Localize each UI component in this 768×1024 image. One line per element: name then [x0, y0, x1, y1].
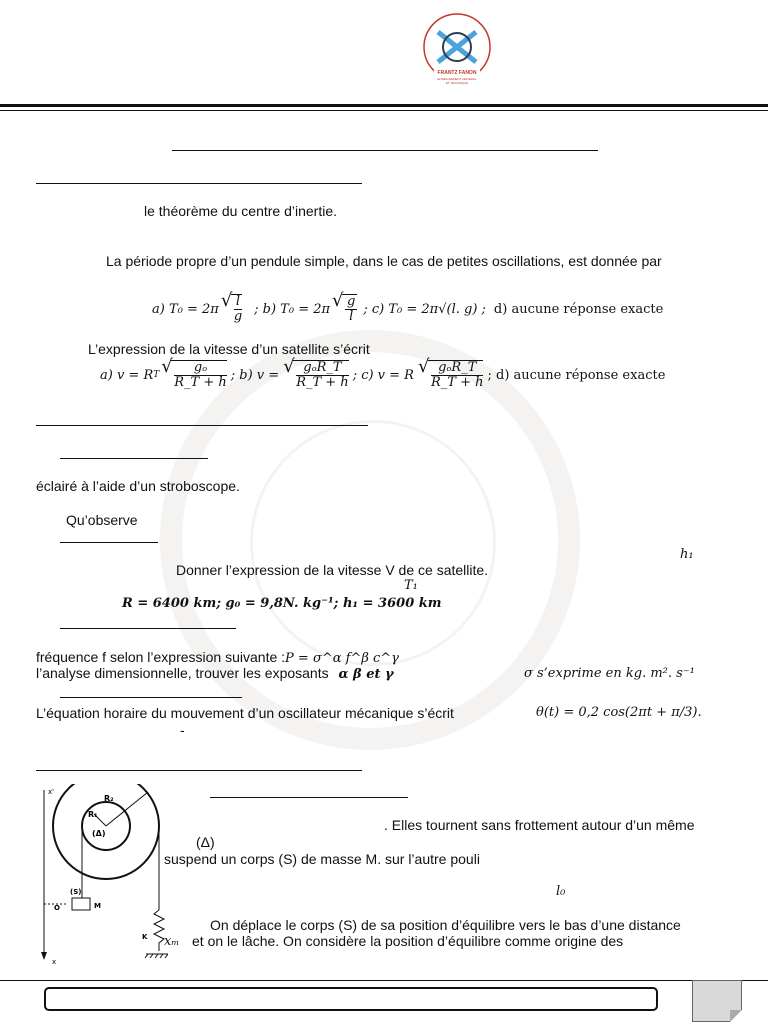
- analysis-text: [36, 665, 394, 682]
- title-blank-line: [172, 150, 598, 151]
- sat-sqrt-b: [293, 360, 349, 390]
- sat-option-b: ; b) v =: [230, 367, 280, 383]
- frac-b-den: l: [349, 309, 354, 324]
- subheading-line-5: [210, 797, 408, 798]
- sqrt-a: [231, 294, 242, 324]
- option-d: d) aucune réponse exacte: [493, 301, 664, 317]
- watermark-inner-ring: [250, 420, 496, 666]
- logo-name: FRANTZ FANON: [437, 70, 477, 76]
- stroboscope-text: éclairé à l’aide d’un stroboscope.: [36, 478, 240, 494]
- suspend-text: suspend un corps (S) de masse M. sur l’autre pouli: [164, 851, 480, 867]
- sat-option-a: a) v = R: [100, 367, 154, 383]
- rotation-text: . Elles tournent sans frottement autour d’un même: [384, 817, 695, 833]
- frequency-text: [36, 649, 399, 666]
- theta-equation: θ(t) = 0,2 cos(2πt + π/3).: [536, 705, 702, 720]
- sqrt-b: [342, 294, 357, 324]
- sat-frac-c-den: R_T + h: [430, 375, 484, 390]
- section2-heading-line: [36, 425, 368, 426]
- given-data: R = 6400 km; g₀ = 9,8N. kg⁻¹; h₁ = 3600 km: [122, 596, 442, 611]
- frac-b-num: √ g: [347, 294, 356, 309]
- sat-option-c: ; c) v = R: [352, 367, 414, 383]
- pendulum-options: [152, 294, 663, 324]
- dash-mark: -: [180, 722, 185, 738]
- h1-label: h₁: [680, 547, 694, 562]
- velocity-question: Donner l’expression de la vitesse V de ce satellite.: [176, 562, 489, 578]
- sat-frac-a-num: √ gₒ: [174, 361, 227, 376]
- satellite-options: [100, 360, 665, 390]
- page-curl-icon: [692, 980, 742, 1022]
- pendulum-question: La période propre d’un pendule simple, dans le cas de petites oscillations, est donnée par: [106, 253, 662, 269]
- sat-sqrt-c: [428, 360, 484, 390]
- label-R2: R₂: [104, 794, 114, 803]
- T1-label: T₁: [404, 578, 418, 593]
- logo-subline: ENSEIGNEMENT GENERAL: [437, 77, 477, 81]
- section4-heading-line: [36, 770, 362, 771]
- power-formula: P = σ^α f^β c^γ: [285, 651, 399, 666]
- label-M: M: [94, 902, 101, 910]
- axis-x-prime: x': [48, 788, 55, 796]
- logo-subline-2: ET TECHNIQUE: [445, 81, 469, 85]
- label-K: K: [142, 933, 148, 941]
- sat-frac-c-num: √ gₒR_T: [431, 361, 484, 376]
- sat-sqrt-a: [171, 360, 227, 390]
- label-S: (S): [70, 888, 82, 896]
- subheading-line-2: [60, 542, 158, 543]
- displacement-text: On déplace le corps (S) de sa position d’équilibre vers le bas d’une distance: [210, 917, 681, 933]
- option-b: ; b) T₀ = 2π: [254, 301, 331, 317]
- section1-heading-line: [36, 183, 362, 184]
- subheading-line-3: [60, 628, 236, 629]
- footer-rule: [0, 980, 768, 981]
- sat-frac-a-den: R_T + h: [174, 375, 227, 390]
- header-rule-thick: [0, 104, 768, 107]
- label-delta: (Δ): [92, 829, 106, 838]
- label-R1: R₁: [88, 810, 98, 819]
- release-text: et on le lâche. On considère la position d’équilibre comme origine des: [192, 933, 624, 949]
- frac-a-num: √ l: [234, 295, 242, 310]
- equation-text: L’équation horaire du mouvement d’un oscillateur mécanique s’écrit: [36, 705, 454, 721]
- subheading-line-1: [60, 458, 208, 459]
- sat-frac-b-num: √ gₒR_T: [296, 361, 349, 376]
- header-rule-thin: [0, 110, 768, 111]
- frac-a-den: g: [233, 309, 243, 324]
- observe-text: Qu’observe: [66, 512, 138, 528]
- sat-option-d: ; d) aucune réponse exacte: [487, 367, 666, 383]
- frequency-label: fréquence f selon l’expression suivante :: [36, 649, 286, 665]
- footer-box: [44, 987, 658, 1011]
- satellite-question: L’expression de la vitesse d’un satellite s’écrit: [88, 341, 370, 357]
- sat-frac-b-den: R_T + h: [296, 375, 349, 390]
- theorem-text: le théorème du centre d’inertie.: [144, 203, 337, 219]
- analysis-label: l’analyse dimensionnelle, trouver les exposants: [36, 665, 329, 681]
- sigma-units: σ s’exprime en kg. m². s⁻¹: [524, 666, 695, 681]
- option-c: ; c) T₀ = 2π√(l. g) ;: [363, 301, 486, 317]
- delta-label: (Δ): [196, 834, 215, 850]
- xm-label: xₘ: [164, 934, 180, 949]
- college-logo: [418, 10, 496, 88]
- pulley-diagram: [38, 784, 168, 970]
- axis-x: x: [52, 958, 57, 966]
- l0-label: l₀: [556, 884, 566, 899]
- exponents: α β et γ: [338, 667, 394, 682]
- sat-subscript-T: T: [153, 370, 160, 380]
- subheading-line-4: [60, 697, 242, 698]
- option-a: a) T₀ = 2π: [152, 301, 219, 317]
- label-O: O: [54, 904, 60, 912]
